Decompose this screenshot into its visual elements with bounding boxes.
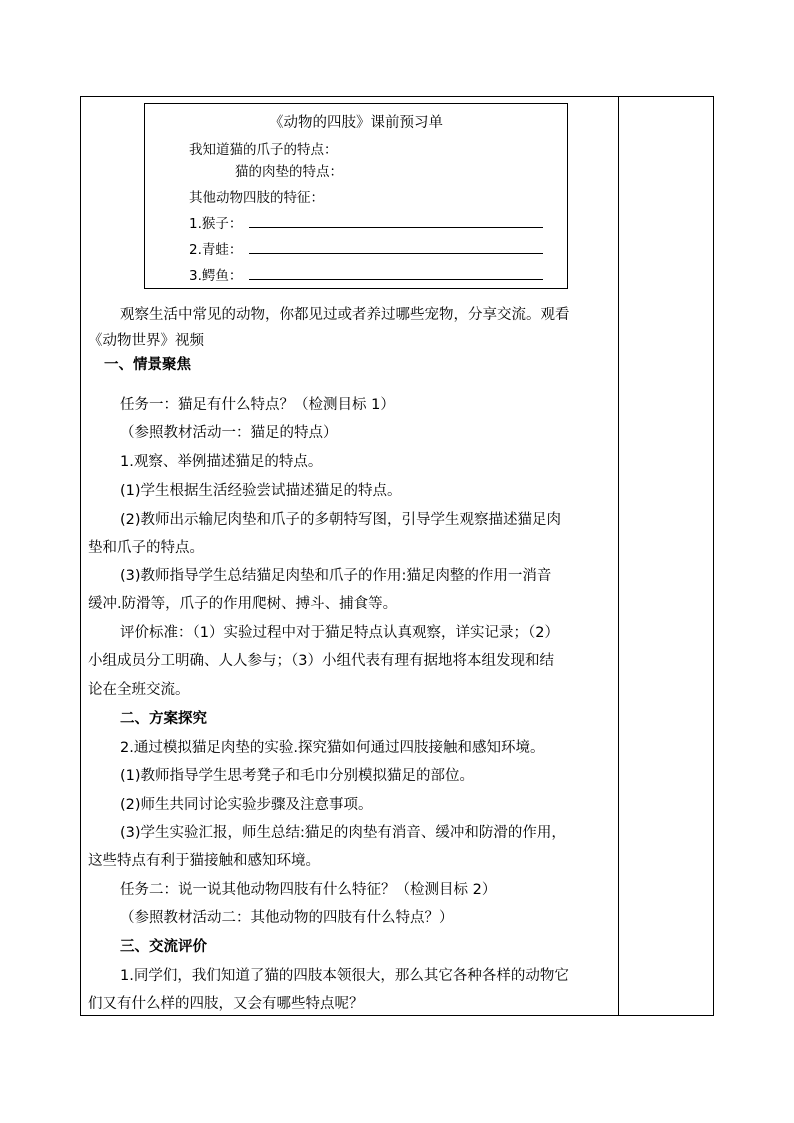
- other-animals-line: 其他动物四肢的特征：: [189, 190, 324, 206]
- step-1: 1.观察、举例描述猫足的特点。: [120, 454, 323, 470]
- pad-feature-line: 猫的肉垫的特点：: [235, 164, 343, 180]
- step-3-line-1: 1.同学们，我们知道了猫的四肢本领很大，那么其它各种各样的动物它: [120, 968, 569, 984]
- evaluation-line-2: 小组成员分工明确、人人参与；（3）小组代表有理有据地将本组发现和结: [88, 653, 554, 669]
- step-1c-line-1: (3)教师指导学生总结猫足肉垫和爪子的作用:猫足肉整的作用一消音: [120, 568, 552, 584]
- item-crocodile-label: 3.鳄鱼：: [189, 268, 243, 284]
- task-two-reference: （参照教材活动二：其他动物的四肢有什么特点？）: [120, 910, 454, 926]
- step-2b: (2)师生共同讨论实验步骤及注意事项。: [120, 797, 373, 813]
- task-one: 任务一：猫足有什么特点？（检测目标 1）: [120, 397, 395, 413]
- step-3-line-2: 们又有什么样的四肢，又会有哪些特点呢？: [88, 996, 364, 1012]
- intro-line-2: 《动物世界》视频: [88, 333, 204, 349]
- monkey-answer-line: [249, 227, 543, 228]
- task-two: 任务二：说一说其他动物四肢有什么特征？（检测目标 2）: [120, 882, 497, 898]
- step-2: 2.通过模拟猫足肉垫的实验.探究猫如何通过四肢接触和感知环境。: [120, 740, 545, 756]
- item-monkey-label: 1.猴子：: [189, 216, 243, 232]
- intro-line-1: 观察生活中常见的动物，你都见过或者养过哪些宠物，分享交流。观看: [120, 307, 570, 323]
- item-frog-label: 2.青蛙：: [189, 242, 243, 258]
- crocodile-answer-line: [249, 279, 543, 280]
- evaluation-line-3: 论在全班交流。: [88, 682, 190, 698]
- section-heading-2: 二、方案探究: [120, 711, 207, 727]
- step-1b-line-1: (2)教师出示输尼肉垫和爪子的多朝特写图，引导学生观察描述猫足肉: [120, 512, 562, 528]
- section-heading-1: 一、情景聚焦: [104, 357, 191, 373]
- preview-title: 《动物的四肢》课前预习单: [269, 115, 443, 131]
- step-2a: (1)教师指导学生思考凳子和毛巾分别模拟猫足的部位。: [120, 768, 475, 784]
- frog-answer-line: [249, 253, 543, 254]
- step-1a: (1)学生根据生活经验尝试描述猫足的特点。: [120, 483, 402, 499]
- step-2c-line-2: 这些特点有利于猫接触和感知环境。: [88, 853, 320, 869]
- step-2c-line-1: (3)学生实验汇报，师生总结:猫足的肉垫有消音、缓冲和防滑的作用，: [120, 825, 566, 841]
- evaluation-line-1: 评价标准：（1）实验过程中对于猫足特点认真观察，详实记录；（2）: [120, 625, 559, 641]
- table-column-divider: [618, 96, 619, 1016]
- section-heading-3: 三、交流评价: [120, 939, 207, 955]
- preview-worksheet-box: [144, 103, 568, 289]
- step-1b-line-2: 垫和爪子的特点。: [88, 540, 204, 556]
- claw-feature-line: 我知道猫的爪子的特点：: [189, 142, 338, 158]
- task-one-reference: （参照教材活动一：猫足的特点）: [120, 425, 338, 441]
- step-1c-line-2: 缓冲.防滑等，爪子的作用爬树、搏斗、捕食等。: [88, 596, 398, 612]
